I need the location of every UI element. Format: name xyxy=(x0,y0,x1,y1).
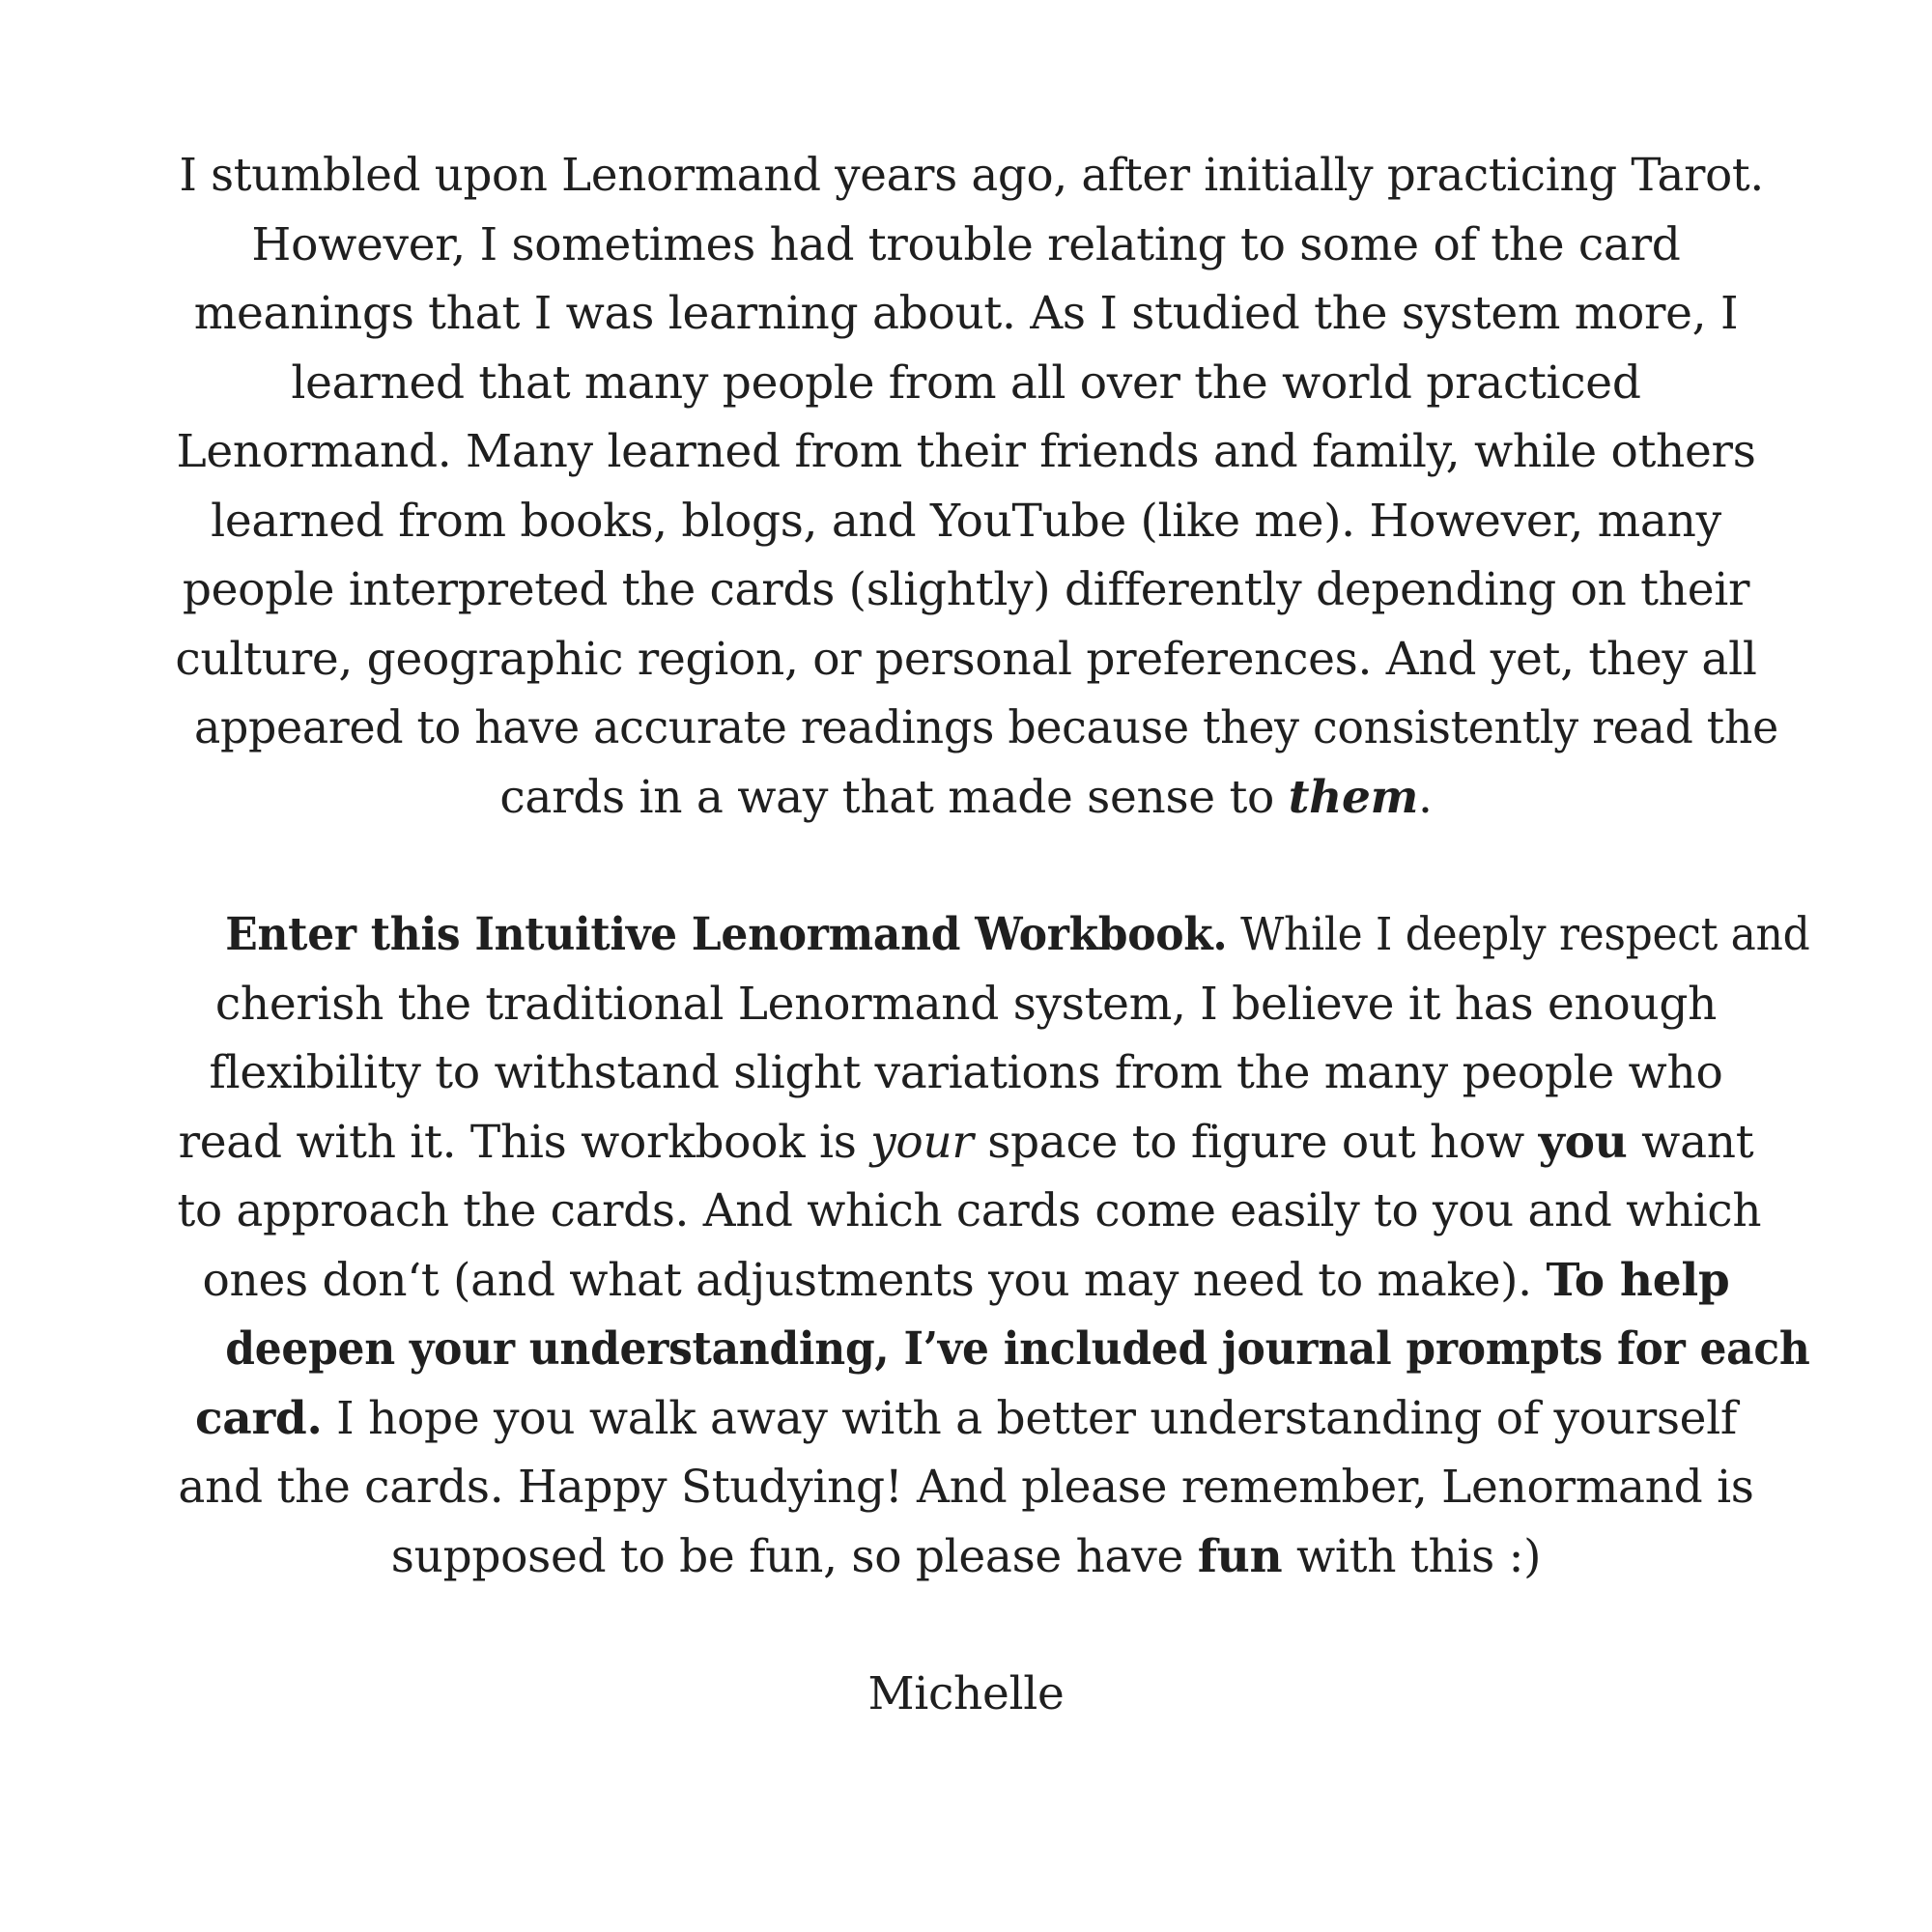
line-text: While I deeply respect and xyxy=(1227,908,1810,961)
intro-paragraph-1 xyxy=(174,141,1778,832)
line-text: culture, geographic region, or personal preferences. And yet, they all xyxy=(175,632,1757,686)
line-text: want xyxy=(1627,1115,1754,1169)
line-text: Lenormand. Many learned from their friends and family, while others xyxy=(176,425,1756,478)
paragraph-line xyxy=(174,349,1758,418)
paragraph-line xyxy=(177,1177,1762,1246)
paragraph-line xyxy=(174,625,1758,695)
paragraph-line xyxy=(174,970,1758,1039)
paragraph-line xyxy=(174,211,1758,280)
signature xyxy=(174,1660,1758,1729)
emphasis-fun: fun xyxy=(1197,1529,1283,1583)
line-text: people interpreted the cards (slightly) differently depending on their xyxy=(182,563,1750,616)
paragraph-line xyxy=(174,279,1758,349)
paragraph-line xyxy=(174,555,1758,625)
line-text: appeared to have accurate readings because they consistently read the xyxy=(193,701,1778,754)
bold-workbook-intro: Enter this Intuitive Lenormand Workbook. xyxy=(225,908,1228,961)
line-text: read with it. This workbook is xyxy=(178,1115,871,1169)
intro-paragraph-2 xyxy=(174,900,1810,1591)
line-text: to approach the cards. And which cards come easily to you and which xyxy=(177,1184,1762,1237)
line-text: learned that many people from all over the world practiced xyxy=(291,355,1641,410)
paragraph-line xyxy=(174,1453,1758,1522)
line-text: cherish the traditional Lenormand system, I believe it has enough xyxy=(214,977,1718,1031)
line-text: space to figure out how xyxy=(973,1115,1539,1169)
line-text: supposed to be fun, so please have xyxy=(390,1529,1198,1583)
line-text: and the cards. Happy Studying! And please remember, Lenormand is xyxy=(178,1461,1754,1514)
bold-journal-prompts-start: To help xyxy=(1546,1253,1730,1307)
line-text: learned from books, blogs, and YouTube (like me). However, many xyxy=(211,494,1721,548)
paragraph-line xyxy=(193,694,1778,763)
line-text: However, I sometimes had trouble relating to some of the card xyxy=(251,217,1681,271)
line-text: cards in a way that made sense to xyxy=(499,770,1289,824)
line-text: ones don‘t (and what adjustments you may need to make). xyxy=(202,1253,1547,1307)
paragraph-line xyxy=(174,1384,1758,1454)
bold-journal-prompts-middle: deepen your understanding, I’ve included journal prompts for each xyxy=(225,1322,1810,1376)
line-text: with this :) xyxy=(1282,1529,1542,1583)
emphasis-you: you xyxy=(1538,1115,1628,1169)
line-text: I hope you walk away with a better understanding of yourself xyxy=(322,1391,1738,1445)
line-text: flexibility to withstand slight variations from the many people who xyxy=(209,1046,1723,1099)
paragraph-line xyxy=(174,487,1758,556)
paragraph-line xyxy=(174,1522,1758,1592)
paragraph-line xyxy=(225,900,1810,970)
paragraph-line xyxy=(179,141,1764,211)
signature-name: Michelle xyxy=(867,1667,1065,1720)
line-text: meanings that I was learning about. As I studied the system more, I xyxy=(193,287,1739,340)
paragraph-line xyxy=(174,763,1758,833)
paragraph-line xyxy=(174,1246,1758,1316)
line-text: . xyxy=(1418,770,1433,824)
line-text: I stumbled upon Lenormand years ago, after initially practicing Tarot. xyxy=(179,149,1764,202)
emphasis-them: them xyxy=(1288,770,1419,824)
paragraph-line xyxy=(225,1315,1810,1384)
paragraph-line xyxy=(174,1038,1758,1108)
paragraph-line xyxy=(174,1108,1758,1178)
emphasis-your: your xyxy=(870,1115,974,1169)
bold-journal-prompts-end: card. xyxy=(194,1391,323,1445)
paragraph-line xyxy=(174,417,1758,487)
